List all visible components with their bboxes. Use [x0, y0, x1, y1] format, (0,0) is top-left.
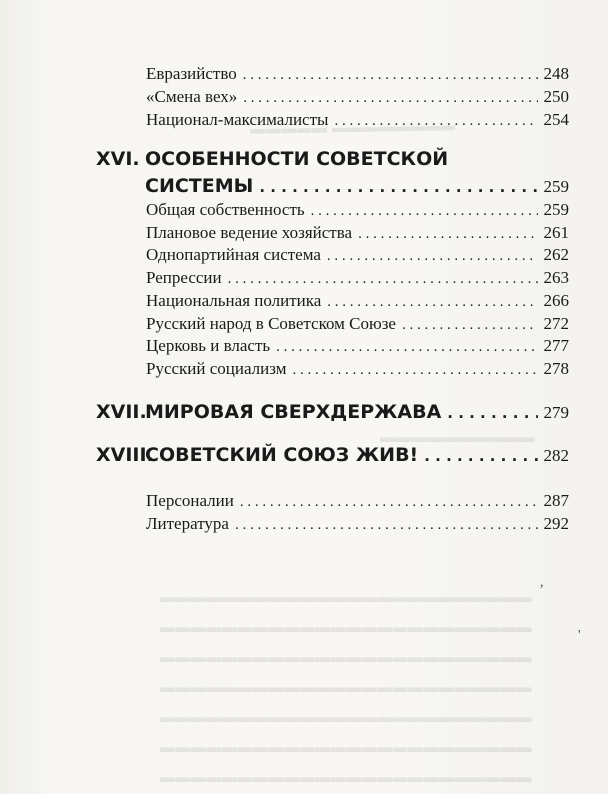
bleed-through: ▬▬▬▬▬▬▬▬▬▬▬▬▬▬▬▬▬▬▬▬▬▬▬▬: [160, 770, 532, 786]
toc-entry-title: «Смена вех»: [146, 87, 238, 106]
leader-dots: [235, 517, 538, 534]
chapter-number: XVII.: [96, 401, 147, 423]
toc-entry-page: 250: [543, 87, 569, 106]
leader-dots: [276, 339, 537, 356]
leader-dots: [327, 248, 538, 265]
chapter-title: МИРОВАЯ СВЕРХДЕРЖАВА: [145, 401, 442, 423]
toc-entry-page: 266: [543, 291, 569, 310]
toc-entry-title: Русский социализм: [146, 359, 287, 378]
leader-dots: [240, 494, 538, 511]
toc-entry[interactable]: [146, 291, 569, 311]
toc-entry[interactable]: [146, 514, 569, 534]
toc-entry[interactable]: [146, 336, 569, 356]
chapter-page: 259: [543, 177, 569, 196]
toc-entry[interactable]: [146, 314, 569, 334]
leader-dots: [447, 404, 537, 422]
leader-dots: [402, 317, 538, 334]
toc-entry-title: Евразийство: [146, 64, 237, 83]
chapter-heading-18[interactable]: [96, 444, 569, 466]
leader-dots: [293, 362, 538, 379]
bleed-through: ▬▬▬▬▬▬▬▬▬▬: [380, 430, 535, 446]
bleed-through: ▬▬▬▬▬▬▬▬▬▬▬▬▬▬▬▬▬▬▬▬▬▬▬▬: [160, 740, 532, 756]
toc-entry[interactable]: [146, 245, 569, 265]
leader-dots: [243, 90, 537, 107]
toc-entry[interactable]: [146, 64, 569, 84]
leader-dots: [228, 271, 538, 288]
toc-entry[interactable]: [146, 200, 569, 220]
toc-entry-page: 262: [543, 245, 569, 264]
leader-dots: [358, 226, 537, 243]
bleed-through: ▬▬▬▬▬▬▬▬▬▬▬▬▬▬▬▬▬▬▬▬▬▬▬▬: [160, 620, 532, 636]
chapter-title-line2: СИСТЕМЫ: [145, 175, 254, 197]
toc-entry-page: 254: [543, 110, 569, 129]
bleed-through: ▬▬▬▬▬▬▬▬▬▬▬▬▬▬▬▬▬▬▬▬▬▬▬▬: [160, 710, 532, 726]
bleed-through: ▬▬▬▬▬ ▬▬▬▬▬▬▬▬: [249, 118, 456, 138]
toc-entry-page: 287: [543, 491, 569, 510]
toc-entry-title: Национал-максималисты: [146, 110, 329, 129]
chapter-number: XVIII.: [96, 444, 154, 466]
paper-speck: ': [578, 628, 581, 643]
bleed-through: ▬▬▬▬▬▬▬▬▬▬▬▬▬▬▬▬▬▬▬▬▬▬▬▬: [160, 590, 532, 606]
toc-entry[interactable]: [146, 110, 569, 130]
toc-entry[interactable]: [146, 223, 569, 243]
chapter-page: 279: [543, 403, 569, 422]
leader-dots: [311, 203, 538, 220]
toc-entry-title: Репрессии: [146, 268, 222, 287]
toc-entry-page: 263: [543, 268, 569, 287]
toc-entry-title: Общая собственность: [146, 200, 305, 219]
toc-entry-page: 272: [543, 314, 569, 333]
toc-entry-title: Церковь и власть: [146, 336, 271, 355]
toc-entry-page: 259: [543, 200, 569, 219]
leader-dots: [259, 178, 537, 196]
toc-entry-page: 292: [543, 514, 569, 533]
toc-entry-title: Однопартийная система: [146, 245, 321, 264]
toc-entry[interactable]: [146, 87, 569, 107]
chapter-number: XVI.: [96, 148, 140, 170]
toc-entry-title: Персоналии: [146, 491, 234, 510]
chapter-title: СОВЕТСКИЙ СОЮЗ ЖИВ!: [145, 444, 419, 466]
toc-entry[interactable]: [146, 359, 569, 379]
chapter-heading-16-line2[interactable]: [96, 175, 569, 197]
chapter-page: 282: [543, 446, 569, 465]
chapter-title-line1: ОСОБЕННОСТИ СОВЕТСКОЙ: [145, 148, 449, 170]
leader-dots: [327, 294, 537, 311]
chapter-heading-17[interactable]: [96, 401, 569, 423]
paper-speck: ,: [540, 575, 544, 590]
toc-entry-title: Литература: [146, 514, 229, 533]
toc-entry-page: 278: [543, 359, 569, 378]
chapter-heading-16[interactable]: [96, 148, 569, 170]
leader-dots: [334, 113, 537, 130]
bleed-through: ▬▬▬▬▬▬▬▬▬▬▬▬▬▬▬▬▬▬▬▬▬▬▬▬: [160, 680, 532, 696]
toc-entry-title: Плановое ведение хозяйства: [146, 223, 353, 242]
toc-entry[interactable]: [146, 268, 569, 288]
toc-entry-page: 261: [543, 223, 569, 242]
toc-entry-title: Русский народ в Советском Союзе: [146, 314, 396, 333]
leader-dots: [243, 67, 538, 84]
toc-entry-title: Национальная политика: [146, 291, 322, 310]
leader-dots: [424, 447, 537, 465]
toc-entry[interactable]: [146, 491, 569, 511]
bleed-through: ▬▬▬▬▬▬▬▬▬▬▬▬▬▬▬▬▬▬▬▬▬▬▬▬: [160, 650, 532, 666]
toc-entry-page: 277: [543, 336, 569, 355]
toc-entry-page: 248: [543, 64, 569, 83]
